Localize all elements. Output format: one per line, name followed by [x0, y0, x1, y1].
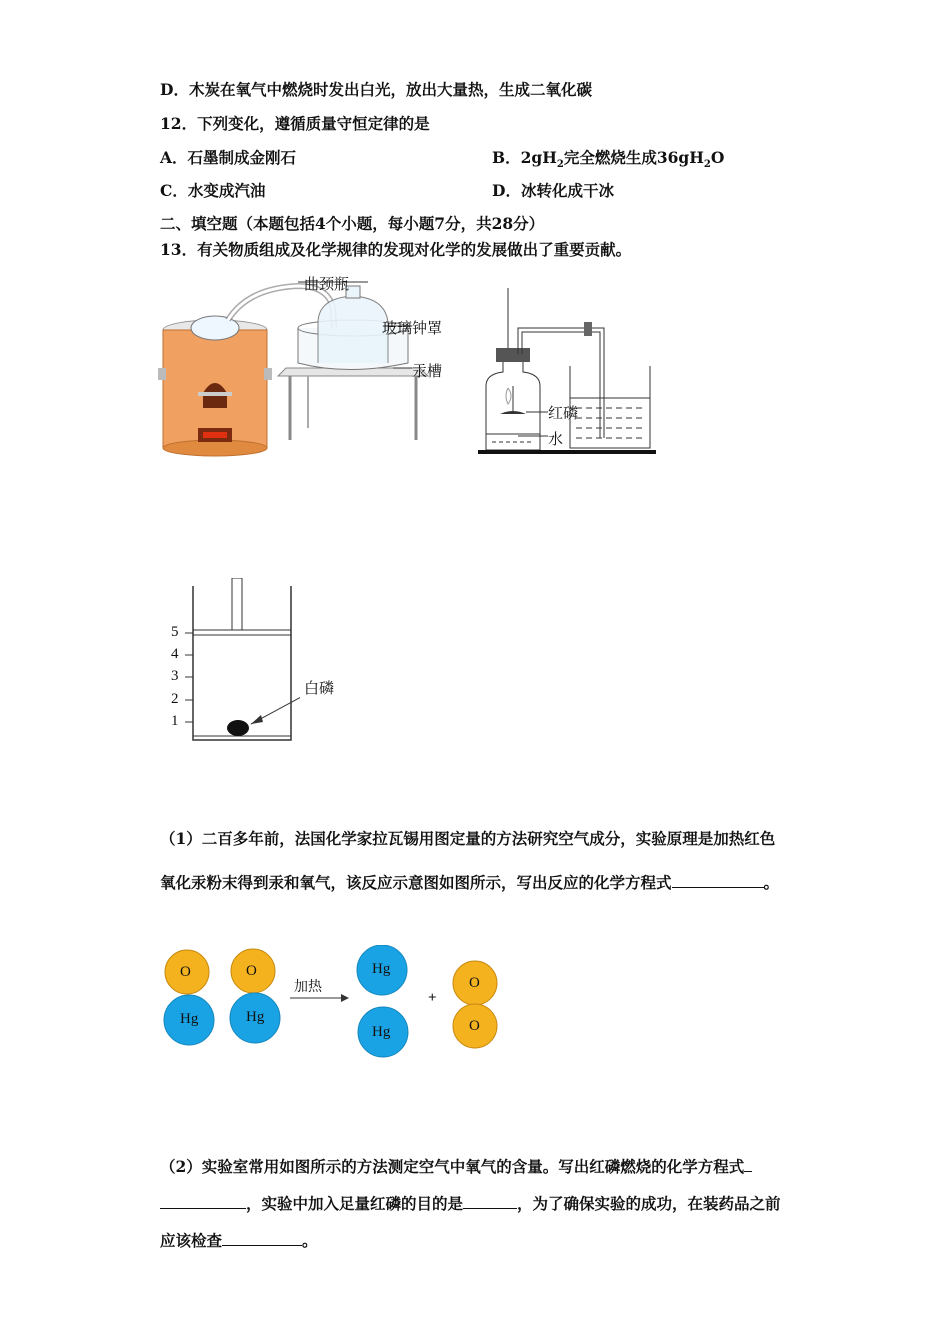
hg-label: Hg — [372, 1024, 391, 1040]
q12-option-c: C．水变成汽油 — [160, 181, 266, 200]
o-label: O — [469, 975, 480, 991]
q11-option-d: D．木炭在氧气中燃烧时发出白光，放出大量热，生成二氧化碳 — [160, 80, 592, 99]
hg-label: Hg — [246, 1009, 265, 1025]
q13-part2: （2）实验室常用如图所示的方法测定空气中氧气的含量。写出红磷燃烧的化学方程式，实验中加入足量红磷的目的是 ，为了确保实验的成功，在装药品之前应该检查 。 — [160, 1157, 781, 1250]
scale-2: 2 — [171, 691, 179, 707]
white-phosphorus — [227, 720, 249, 736]
label-mercury-trough: 汞槽 — [412, 362, 443, 380]
label-water: 水 — [548, 430, 564, 448]
q12-stem: 12．下列变化，遵循质量守恒定律的是 — [160, 114, 430, 133]
q12-option-d: D．冰转化成干冰 — [492, 181, 614, 200]
section-title: 二、填空题（本题包括4个小题，每小题7分，共28分） — [160, 214, 545, 233]
label-retort: 曲颈瓶 — [304, 275, 350, 293]
hg-label: Hg — [372, 961, 391, 977]
arrow-label-heat: 加热 — [294, 979, 322, 995]
scale-5: 5 — [171, 624, 179, 640]
o-label: O — [246, 963, 257, 979]
scale-4: 4 — [171, 646, 179, 662]
o-label: O — [180, 964, 191, 980]
red-phosphorus-apparatus-figure — [478, 286, 658, 456]
piston-cylinder-figure — [185, 578, 300, 743]
q12-option-b: B．$2gH_2$完全燃烧生成$36gH_2O$ — [492, 148, 725, 171]
label-white-phosphorus: 白磷 — [304, 679, 335, 697]
o-label: O — [469, 1018, 480, 1034]
label-bell-jar: 玻璃钟罩 — [382, 319, 443, 337]
label-red-phosphorus: 红磷 — [548, 404, 579, 422]
q13-stem: 13．有关物质组成及化学规律的发现对化学的发展做出了重要贡献。 — [160, 240, 632, 259]
hg-label: Hg — [180, 1011, 199, 1027]
scale-3: 3 — [171, 668, 179, 684]
mercury-oxide-reaction-diagram — [160, 945, 505, 1065]
scale-1: 1 — [171, 713, 179, 729]
q12-option-a: A．石墨制成金刚石 — [160, 148, 297, 167]
plus-sign: + — [428, 990, 437, 1006]
q13-part1: （1）二百多年前，法国化学家拉瓦锡用图定量的方法研究空气成分，实验原理是加热红色氧化汞粉末得到汞和氧气，该反应示意图如图所示，写出反应的化学方程式 。 — [160, 829, 780, 892]
